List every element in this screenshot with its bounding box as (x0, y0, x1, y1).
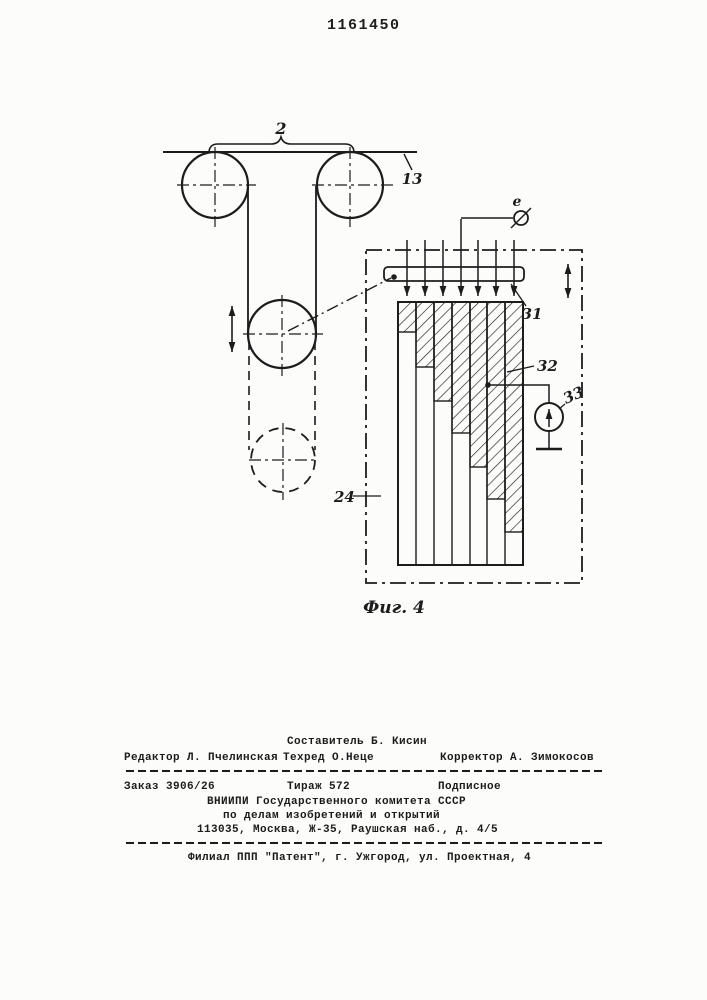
org-line-1: ВНИИПИ Государственного комитета СССР (207, 796, 467, 808)
org-line-2: по делам изобретений и открытий (223, 810, 441, 822)
pulley-right (317, 152, 383, 218)
subscription-note: Подписное (438, 781, 502, 793)
pulleys-label: 2 (275, 119, 287, 138)
belt-leader (404, 154, 412, 170)
step-register-block (398, 302, 523, 565)
link-leader-line (288, 278, 391, 331)
patent-number: 1161450 (327, 17, 401, 34)
techred-credit: Техред О.Неце (283, 752, 375, 764)
figure-caption: Фиг. 4 (363, 598, 425, 618)
comb-bar (384, 267, 524, 281)
brace (209, 137, 354, 153)
belt-label: 13 (401, 170, 423, 188)
meter-label: 33 (560, 382, 587, 408)
divider-rule-bottom (126, 842, 604, 844)
org-address: 113035, Москва, Ж-35, Раушская наб., д. 4/5 (197, 824, 499, 836)
divider-rule-top (126, 770, 604, 772)
corrector-credit: Корректор А. Зимокосов (440, 752, 595, 764)
editor-credit: Редактор Л. Пчелинская (124, 752, 279, 764)
pulley-left (182, 152, 248, 218)
compiler-credit: Составитель Б. Кисин (287, 736, 428, 748)
link-attachment-dot (391, 274, 397, 280)
signal-source-symbol (461, 208, 531, 228)
branch-line: Филиал ППП "Патент", г. Ужгород, ул. Проектная, 4 (188, 852, 532, 864)
tension-roller-group (232, 278, 391, 500)
input-arrows (407, 219, 514, 296)
carriage-label: 24 (334, 488, 355, 506)
signal-label: e (512, 194, 522, 210)
comb-label: 31 (521, 305, 543, 323)
print-run: Тираж 572 (287, 781, 351, 793)
block-label: 32 (537, 357, 558, 375)
order-number: Заказ 3906/26 (124, 781, 216, 793)
pulley-group (163, 137, 417, 333)
recorder-unit-group (353, 208, 582, 583)
